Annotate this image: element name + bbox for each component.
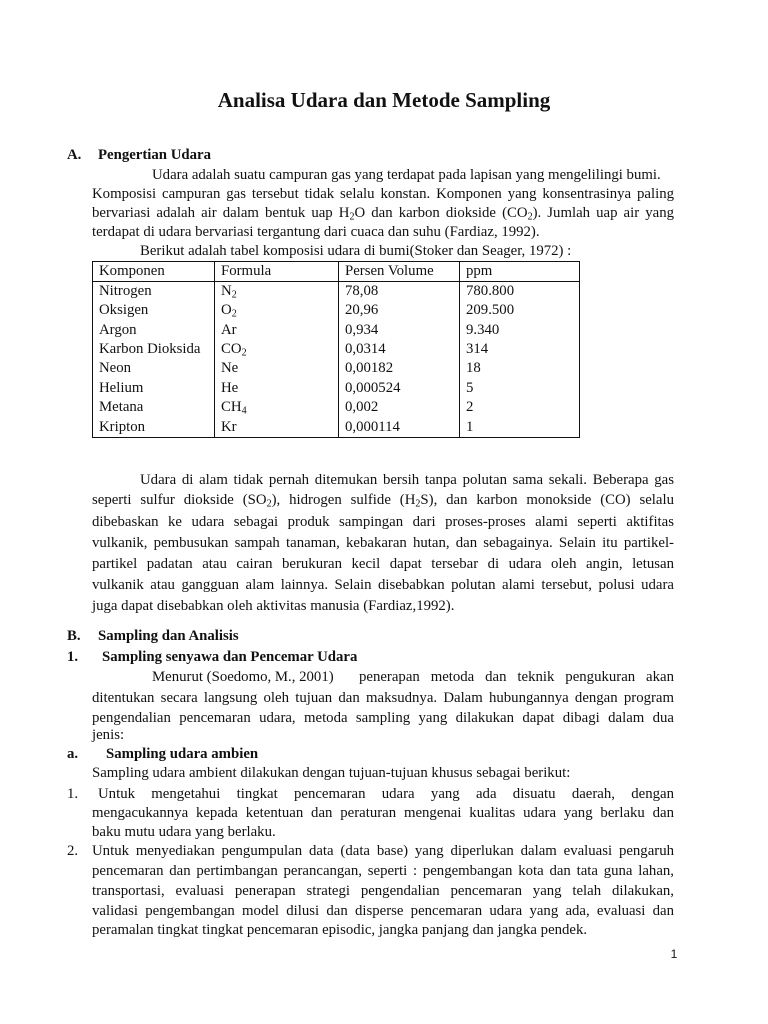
list-number: 2. [67,843,79,859]
cell-persen-volume: 0,000524 [339,379,460,398]
table-row [93,301,580,320]
paragraph-line: jenis: [92,727,125,743]
text-segment: penerapan metoda dan teknik pengukuran akan [359,669,674,685]
paragraph-line: Udara di alam tidak pernah ditemukan bersih tanpa polutan sama sekali. Beberapa gas [140,472,674,488]
table-header: Formula [215,262,339,282]
table-header: ppm [460,262,580,282]
formula-subscript: 2 [231,308,237,320]
cell-komponen: Metana [93,398,215,417]
paragraph-line-formula [92,204,674,223]
formula-base: O [221,302,232,319]
cell-formula [215,418,339,438]
cell-ppm: 2 [466,399,474,416]
section-b-heading: Sampling dan Analisis [98,628,239,644]
formula-base: CH [221,399,242,416]
cell-komponen: Neon [93,359,215,378]
section-b-letter: B. [67,628,81,644]
table-row [93,321,580,340]
paragraph-line-formula [92,491,674,510]
text-segment: ), hidrogen sulfide (H [271,492,416,508]
paragraph-line: ditentukan secara langsung oleh tujuan dan maksudnya. Dalam hubungannya dengan program [92,690,674,706]
formula-base: Ar [221,321,237,338]
cell-komponen: Karbon Dioksida [93,340,215,359]
cell-formula [215,301,339,320]
formula-base: Kr [221,418,237,435]
page-number: 1 [670,947,678,961]
list-number: 1. [67,786,79,802]
cell-ppm: 18 [466,360,481,377]
text-segment: O dan karbon diokside (CO [354,205,528,221]
paragraph-line: Udara adalah suatu campuran gas yang terdapat pada lapisan yang mengelilingi bumi. [152,167,661,183]
subsection-1-number: 1. [67,649,79,665]
list-item-line: peramalan tingkat tingkat pencemaran episodic, jangka panjang dan jangka pendek. [92,922,588,938]
cell-formula [215,321,339,340]
cell-komponen: Oksigen [93,301,215,320]
cell-formula [215,340,339,359]
cell-komponen: Helium [93,379,215,398]
text-segment: ). Jumlah uap air yang [532,205,674,221]
list-item-line: Untuk menyediakan pengumpulan data (data base) yang diperlukan dalam evaluasi pengaruh [92,843,674,859]
table-row [93,418,580,438]
section-a-heading: Pengertian Udara [98,147,212,163]
cell-formula [215,379,339,398]
table-row [93,359,580,378]
table-header: Komponen [93,262,215,282]
cell-komponen: Argon [93,321,215,340]
formula-subscript: 4 [241,405,247,417]
list-item-line: mengacukannya kepada ketentuan dan peraturan mengenai kualitas udara yang berlaku dan [92,805,674,821]
paragraph-line: Komposisi campuran gas tersebut tidak selalu konstan. Komponen yang konsentrasinya paling [92,186,674,202]
paragraph-line: Berikut adalah tabel komposisi udara di bumi(Stoker dan Seager, 1972) : [140,243,572,259]
cell-ppm: 780.800 [466,283,515,299]
subscript: 2 [415,498,421,510]
list-item-line: validasi pengembangan model dilusi dan disperse pencemaran udara yang ada, evaluasi dan [92,903,674,919]
list-item-line: transportasi, evaluasi penerapan strategi pengendalian pencemaran yang telah dilakukan, [92,883,674,899]
list-item-line: baku mutu udara yang berlaku. [92,824,276,840]
section-a-letter: A. [67,147,82,163]
composition-table [92,261,580,438]
cell-persen-volume: 78,08 [339,282,460,302]
subsection-1-heading: Sampling senyawa dan Pencemar Udara [102,649,358,665]
paragraph-line: partikel padatan atau cairan berukuran kecil dapat tersebar di udara oleh angin, letusan [92,556,674,572]
cell-ppm: 1 [466,418,474,435]
cell-formula [215,398,339,417]
table-header-row [93,262,580,282]
formula-base: N [221,283,232,299]
formula-base: CO [221,341,242,358]
paragraph-line: pengendalian pencemaran udara, metoda sampling yang dilakukan dapat dibagi dalam dua [92,710,674,726]
formula-base: Ne [221,360,239,377]
paragraph-line: dibebaskan ke udara sebagai produk sampingan dari proses-proses alami seperti aktifitas [92,514,674,530]
paragraph-line: vulkanik, pembusukan sampah tanaman, kebakaran hutan, dan sebagainya. Selain itu partikel- [92,535,674,551]
cell-komponen: Nitrogen [93,282,215,302]
formula-subscript: 2 [241,347,247,359]
table-row [93,282,580,302]
cell-ppm: 209.500 [466,302,515,319]
cell-ppm: 5 [466,379,474,396]
table-row [93,379,580,398]
cell-persen-volume: 0,002 [339,398,460,417]
text-segment: S), dan karbon monokside (CO) selalu [420,492,674,508]
text-segment: bervariasi adalah air dalam bentuk uap H [92,205,350,221]
paragraph-line: vulkanik atau gangguan alam lainnya. Selain disebabkan polutan alami tersebut, polusi udara [92,577,674,593]
subsection-a-letter: a. [67,746,79,762]
paragraph-line: juga dapat disebabkan oleh aktivitas manusia (Fardiaz,1992). [92,598,455,614]
subscript: 2 [266,498,272,510]
formula-subscript: 2 [231,289,237,301]
list-item-line: pencemaran dan pertimbangan perancangan, seperti : pengembangan kota dan tata guna lahan, [92,863,674,879]
list-item-line: Untuk mengetahui tingkat pencemaran udara yang ada disuatu daerah, dengan [98,786,674,802]
citation-segment: Menurut (Soedomo, M., 2001) [152,669,334,685]
document-title: Analisa Udara dan Metode Sampling [217,88,551,112]
cell-formula [215,282,339,302]
cell-persen-volume: 20,96 [339,301,460,320]
table-header: Persen Volume [339,262,460,282]
paragraph-line: terdapat di udara bervariasi tergantung dari cuaca dan suhu (Fardiaz, 1992). [92,224,540,240]
cell-ppm: 9.340 [466,321,500,338]
table-row [93,398,580,417]
subsection-a-heading: Sampling udara ambien [106,746,259,762]
subscript: 2 [349,211,355,223]
cell-persen-volume: 0,0314 [339,340,460,359]
paragraph-line-split [152,668,674,687]
table-row [93,340,580,359]
cell-persen-volume: 0,934 [339,321,460,340]
cell-formula [215,359,339,378]
cell-persen-volume: 0,000114 [339,418,460,438]
formula-base: He [221,379,239,396]
cell-persen-volume: 0,00182 [339,359,460,378]
cell-komponen: Kripton [93,418,215,438]
paragraph-line: Sampling udara ambient dilakukan dengan tujuan-tujuan khusus sebagai berikut: [92,765,571,781]
cell-ppm: 314 [466,341,489,358]
text-segment: seperti sulfur diokside (SO [92,492,267,508]
subscript: 2 [527,211,533,223]
